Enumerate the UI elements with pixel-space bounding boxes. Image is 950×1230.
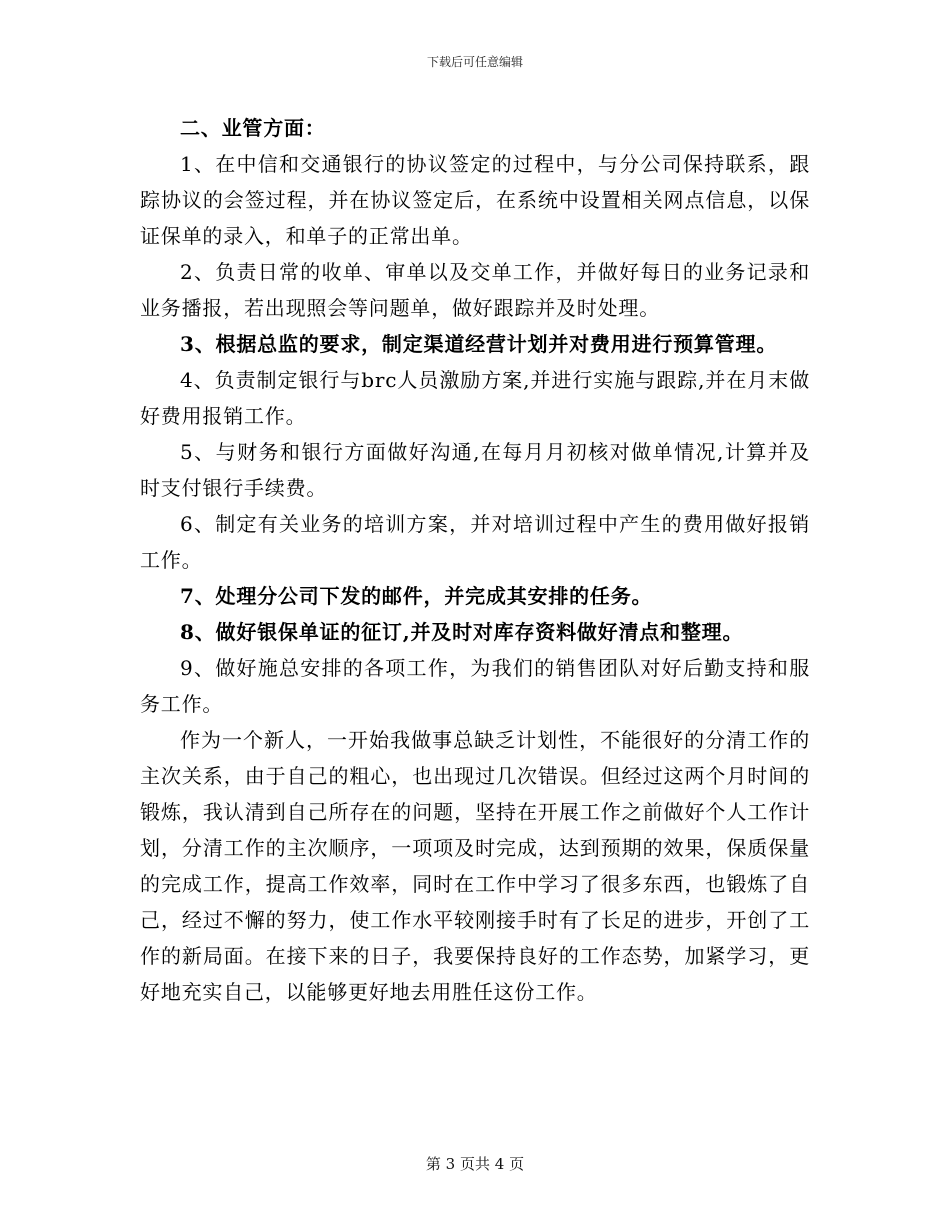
list-item: 2、负责日常的收单、审单以及交单工作，并做好每日的业务记录和业务播报，若出现照会等问题单，做好跟踪并及时处理。 (140, 260, 810, 320)
list-item: 5、与财务和银行方面做好沟通,在每月月初核对做单情况,计算并及时支付银行手续费。 (140, 440, 810, 500)
closing-paragraph: 作为一个新人，一开始我做事总缺乏计划性，不能很好的分清工作的主次关系，由于自己的粗心，也出现过几次错误。但经过这两个月时间的锻炼，我认清到自己所存在的问题，坚持在开展工作之前做好个人工作计划，分清工作的主次顺序，一项项及时完成，达到预期的效果，保质保量的完成工作，提高工作效率，同时在工作中学习了很多东西，也锻炼了自己，经过不懈的努力，使工作水平较刚接手时有了长足的进步，开创了工作的新局面。在接下来的日子，我要保持良好的工作态势，加紧学习，更好地充实自己，以能够更好地去用胜任这份工作。 (140, 728, 810, 1004)
page-header (0, 54, 950, 70)
document-body (140, 110, 810, 1010)
list-item: 7、处理分公司下发的邮件，并完成其安排的任务。 (180, 584, 653, 608)
list-item: 3、根据总监的要求，制定渠道经营计划并对费用进行预算管理。 (180, 332, 778, 356)
page-footer (0, 1154, 950, 1174)
header-text: 下载后可任意编辑 (426, 55, 523, 69)
list-item: 1、在中信和交通银行的协议签定的过程中，与分公司保持联系，跟踪协议的会签过程，并在协议签定后，在系统中设置相关网点信息，以保证保单的录入，和单子的正常出单。 (140, 152, 810, 248)
page-number: 第 3 页共 4 页 (425, 1155, 525, 1173)
list-item: 9、做好施总安排的各项工作，为我们的销售团队对好后勤支持和服务工作。 (140, 656, 810, 716)
list-item: 8、做好银保单证的征订,并及时对库存资料做好清点和整理。 (180, 620, 744, 644)
section-heading: 二、业管方面： (180, 116, 326, 140)
list-item: 6、制定有关业务的培训方案，并对培训过程中产生的费用做好报销工作。 (140, 512, 810, 572)
list-item: 4、负责制定银行与brc人员激励方案,并进行实施与跟踪,并在月末做好费用报销工作。 (140, 368, 810, 428)
